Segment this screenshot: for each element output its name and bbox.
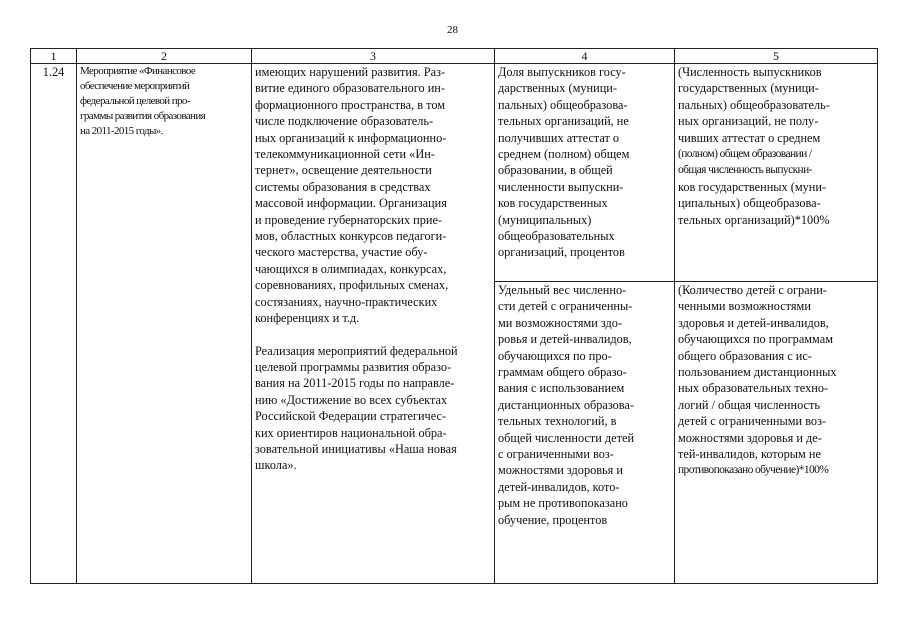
description-line: вания на 2011-2015 годы по направле-	[255, 376, 455, 391]
column-header: 2	[77, 49, 252, 64]
table-row	[31, 64, 878, 282]
indicator-line: сти детей с ограниченны-	[498, 299, 633, 314]
event-name-line: обеспечение мероприятий	[80, 80, 190, 92]
indicator-line: общеобразовательных	[498, 229, 615, 244]
formula-line: тей-инвалидов, которым не	[678, 447, 821, 462]
formula-cell	[675, 282, 878, 584]
event-name-line: Мероприятие «Финансовое	[80, 65, 196, 77]
formula-line: можностями здоровья и де-	[678, 430, 822, 445]
indicator-line: вания с использованием	[498, 381, 625, 396]
indicator-cell	[495, 64, 675, 282]
formula-line: государственных (муници-	[678, 81, 819, 96]
description-line: чающихся в олимпиадах, конкурсах,	[255, 261, 447, 276]
column-header: 5	[675, 49, 878, 64]
formula-line: пальных) общеобразователь-	[678, 97, 830, 112]
table-header-row	[31, 49, 878, 64]
indicator-line: дистанционных образова-	[498, 397, 634, 412]
description-line: ческого мастерства, участие обу-	[255, 245, 428, 260]
event-name-cell	[77, 64, 252, 584]
formula-line: чивших аттестат о среднем	[678, 130, 821, 145]
indicator-line: с ограниченными воз-	[498, 447, 614, 462]
description-line: тернет», освещение деятельности	[255, 163, 432, 178]
formula-line: ципальных) общеобразова-	[678, 196, 821, 211]
description-line: соревнованиях, профильных сменах,	[255, 278, 449, 293]
indicator-line: (муниципальных)	[498, 212, 592, 227]
formula-line: общего образования с ис-	[678, 348, 812, 363]
description-line: зовательной инициативы «Наша новая	[255, 441, 457, 456]
formula-line: логий / общая численность	[678, 397, 820, 412]
indicator-line: обучение, процентов	[498, 512, 608, 527]
indicator-line: рым не противопоказано	[498, 496, 628, 511]
indicator-line: Удельный вес численно-	[498, 283, 627, 297]
description-line: системы образования в средствах	[255, 179, 431, 194]
indicator-line: обучающихся по про-	[498, 348, 612, 363]
indicator-line: тельных технологий, в	[498, 414, 617, 429]
indicator-line: Доля выпускников госу-	[498, 65, 626, 79]
formula-line: ков государственных (муни-	[678, 179, 827, 194]
formula-line: здоровья и детей-инвалидов,	[678, 315, 829, 330]
page-number: 28	[447, 24, 458, 36]
description-cell	[252, 64, 495, 584]
formula-line: (Количество детей с ограни-	[678, 283, 827, 297]
formula-line: (полном) общем образовании /	[678, 148, 812, 161]
event-name-line: федеральной целевой про-	[80, 95, 190, 107]
description-line: числе подключение образователь-	[255, 114, 434, 129]
indicator-line: образовании, в общей	[498, 163, 613, 178]
description-line: состязаниях, научно-практических	[255, 294, 438, 309]
indicator-line: ков государственных	[498, 196, 608, 211]
formula-line: ченными возможностями	[678, 299, 811, 314]
indicator-line: общей численности детей	[498, 430, 635, 445]
indicator-line: можностями здоровья и	[498, 463, 623, 478]
row-number: 1.24	[31, 64, 77, 584]
description-line: массовой информации. Организация	[255, 196, 447, 211]
description-line: формационного пространства, в том	[255, 97, 446, 112]
indicator-line: среднем (полном) общем	[498, 147, 630, 162]
formula-line: тельных организаций)*100%	[678, 212, 830, 227]
description-line: Российской Федерации стратегичес-	[255, 409, 447, 424]
indicator-line: детей-инвалидов, кото-	[498, 479, 620, 494]
indicator-line: граммам общего образо-	[498, 365, 627, 380]
description-line: целевой программы развития образо-	[255, 359, 452, 374]
indicator-line: ровья и детей-инвалидов,	[498, 332, 632, 347]
column-header: 3	[252, 49, 495, 64]
indicator-line: пальных) общеобразова-	[498, 97, 628, 112]
formula-line: пользованием дистанционных	[678, 365, 837, 380]
description-line: Реализация мероприятий федеральной	[255, 343, 458, 358]
indicator-cell	[495, 282, 675, 584]
formula-line: ных образовательных техно-	[678, 381, 829, 396]
formula-line: детей с ограниченными воз-	[678, 414, 827, 429]
indicator-line: тельных организаций, не	[498, 114, 629, 129]
column-header: 4	[495, 49, 675, 64]
formula-line: ных организаций, не полу-	[678, 114, 819, 129]
column-header: 1	[31, 49, 77, 64]
program-table	[30, 48, 878, 584]
formula-cell	[675, 64, 878, 282]
indicator-line: получивших аттестат о	[498, 130, 620, 145]
description-line: телекоммуникационной сети «Ин-	[255, 147, 435, 162]
indicator-line: ми возможностями здо-	[498, 315, 623, 330]
paragraph-gap	[255, 327, 491, 343]
description-line: витие единого образовательного ин-	[255, 81, 445, 96]
indicator-line: численности выпускни-	[498, 179, 624, 194]
description-line: ных организаций к информационно-	[255, 130, 447, 145]
description-line: и проведение губернаторских прие-	[255, 212, 443, 227]
event-name-line: на 2011-2015 годы».	[80, 125, 163, 137]
formula-line: противопоказано обучение)*100%	[678, 464, 829, 477]
formula-line: общая численность выпускни-	[678, 164, 812, 177]
formula-line: обучающихся по программам	[678, 332, 833, 347]
description-line: конференциях и т.д.	[255, 311, 360, 326]
indicator-line: дарственных (муници-	[498, 81, 617, 96]
indicator-line: организаций, процентов	[498, 245, 625, 260]
description-line: нию «Достижение во всех субъектах	[255, 392, 448, 407]
event-name-line: граммы развития образования	[80, 110, 206, 122]
description-line: школа».	[255, 458, 297, 473]
description-line: ких ориентиров национальной обра-	[255, 425, 447, 440]
formula-line: (Численность выпускников	[678, 65, 822, 79]
description-line: имеющих нарушений развития. Раз-	[255, 65, 446, 79]
description-line: мов, областных конкурсов педагоги-	[255, 229, 447, 244]
